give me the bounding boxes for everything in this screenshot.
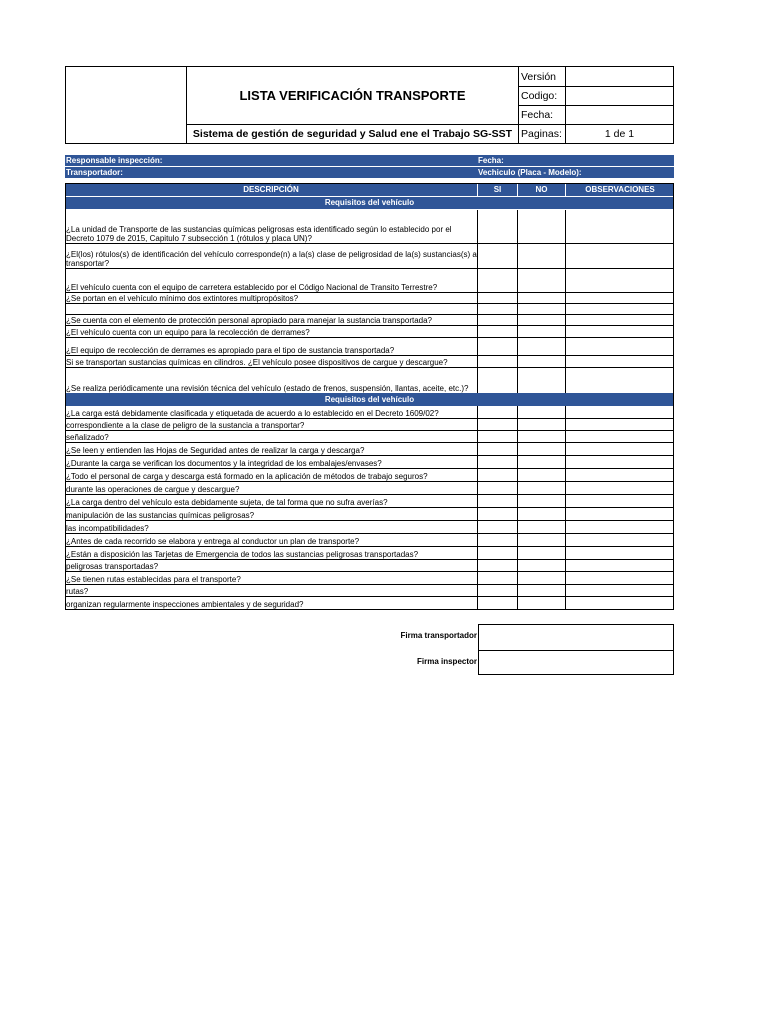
table-row: ¿Durante la carga se verifican los documentos y la integridad de los embalajes/envases? [66,459,382,468]
col-divider [565,210,566,393]
row-divider [65,559,674,560]
table-row: ¿Todo el personal de carga y descarga está formado en la aplicación de métodos de trabajo seguros? [66,472,428,481]
table-row: ¿Se cuenta con el elemento de protección personal apropiado para manejar la sustancia transportada? [66,316,433,325]
table-row: organizan regularmente inspecciones ambientales y de seguridad? [66,600,304,609]
col-descripcion: DESCRIPCIÓN [65,183,477,196]
row-divider [65,430,674,431]
table-row: ¿Se leen y entienden las Hojas de Seguridad antes de realizar la carga y descarga? [66,446,365,455]
meta-date-value [566,105,673,124]
col-no: NO [518,183,565,196]
col-divider [477,210,478,393]
meta-pages-value: 1 de 1 [604,127,635,140]
table-row: ¿El(los) rótulos(s) de identificación del vehículo corresponde(n) a la(s) clase de peligrosidad de la(s) sustancias(s) a transportar? [66,250,477,268]
row-divider [65,337,674,338]
table-row: ¿Antes de cada recorrido se elabora y entrega al conductor un plan de transporte? [66,537,360,546]
row-divider [65,442,674,443]
table-row: ¿Se realiza periódicamente una revisión técnica del vehículo (estado de frenos, suspensión, llantas, aceite, etc.)? [66,384,469,393]
meta-code-value [566,86,673,105]
row-divider [65,243,674,244]
meta-version-label: Versión [518,67,566,86]
table-row: ¿Están a disposición las Tarjetas de Emergencia de todos las sustancias peligrosas transportadas? [66,550,419,559]
row-divider [65,455,674,456]
section-header-vehiculo: Requisitos del vehículo [65,197,674,209]
table-row: ¿Se tienen rutas establecidas para el transporte? [66,575,241,584]
row-divider [65,367,674,368]
info-bar-responsable [65,155,674,166]
checklist-table [65,183,674,610]
row-divider [65,494,674,495]
logo-placeholder [66,67,187,143]
signature-divider [479,650,673,651]
info-bar-transportador [65,167,674,178]
responsable-label: Responsable inspección: [66,156,163,165]
row-divider [65,533,674,534]
table-row: ¿El vehículo cuenta con un equipo para la recolección de derrames? [66,328,310,337]
vehiculo-label: Vechiculo (Placa - Modelo): [478,168,582,177]
row-divider [65,314,674,315]
row-divider [65,481,674,482]
meta-date-label: Fecha: [518,105,566,124]
row-divider [65,468,674,469]
meta-version-value [566,67,673,86]
col-divider [517,210,518,393]
row-divider [65,507,674,508]
row-divider [65,268,674,269]
meta-pages-label: Paginas: [518,124,566,143]
row-divider [65,520,674,521]
table-row: rutas? [66,587,89,596]
signature-inspector-label: Firma inspector [416,657,477,666]
row-divider [65,325,674,326]
page-title: LISTA VERIFICACIÓN TRANSPORTE [239,88,466,103]
meta-code-label: Codigo: [518,86,566,105]
signature-box [478,624,674,675]
table-row: manipulación de las sustancias químicas peligrosas? [66,511,255,520]
col-si: SI [478,183,517,196]
row-divider [65,355,674,356]
row-divider [65,546,674,547]
document-header [65,66,674,144]
table-row: ¿La carga dentro del vehículo esta debidamente sujeta, de tal forma que no sufra averías? [66,498,388,507]
col-observaciones: OBSERVACIONES [566,183,674,196]
section-header-carga: Requisitos del vehículo [65,393,674,406]
table-row: las incompatibilidades? [66,524,149,533]
row-divider [65,584,674,585]
row-divider [65,303,674,304]
table-row: ¿La carga está debidamente clasificada y etiquetada de acuerdo a lo establecido en el Decreto 1609/02? [66,409,439,418]
row-divider [65,596,674,597]
table-row: peligrosas transportadas? [66,562,159,571]
table-row: ¿La unidad de Transporte de las sustancias químicas peligrosas esta identificado según lo establecido por el Decreto 1079 de 2015, Capitulo 7 subsección 1 (rótulos y placa UN)? [66,225,452,243]
table-row: durante las operaciones de cargue y descargue? [66,485,240,494]
table-row: ¿El equipo de recolección de derrames es apropiado para el tipo de sustancia transportada? [66,346,395,355]
row-divider [65,418,674,419]
row-divider [65,292,674,293]
row-divider [65,571,674,572]
page-subtitle: Sistema de gestión de seguridad y Salud ene el Trabajo SG-SST [187,124,518,143]
table-row: ¿Se portan en el vehículo mínimo dos extintores multipropósitos? [66,294,299,303]
table-row: ¿El vehículo cuenta con el equipo de carretera establecido por el Código Nacional de Transito Terrestre? [66,283,438,292]
fecha-label: Fecha: [478,156,504,165]
transportador-label: Transportador: [66,168,123,177]
signature-transportador-label: Firma transportador [400,631,477,640]
table-row: señalizado? [66,433,109,442]
table-row: Si se transportan sustancias químicas en cilindros. ¿El vehículo posee dispositivos de cargue y descargue? [66,358,448,367]
table-row: correspondiente a la clase de peligro de la sustancia a transportar? [66,421,305,430]
